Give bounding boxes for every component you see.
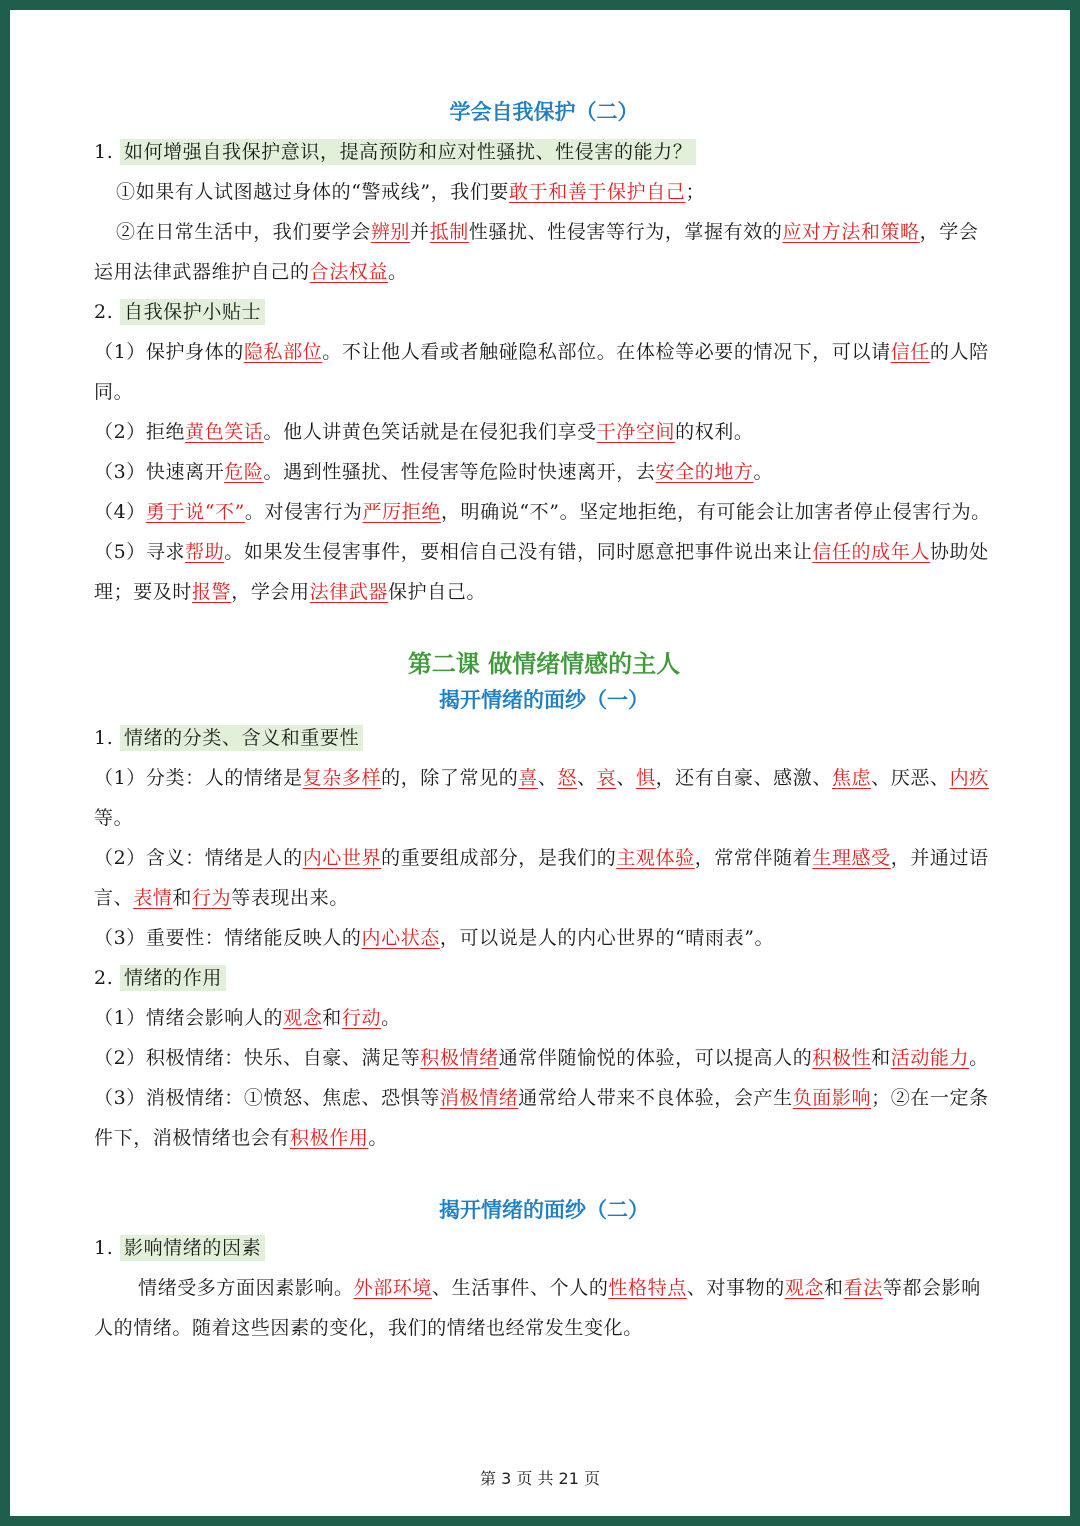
keyword: 焦虑	[831, 767, 872, 789]
keyword: 敢于和善于保护自己	[509, 181, 686, 203]
text-segment: 和	[871, 1047, 891, 1069]
keyword: 黄色笑话	[185, 421, 264, 443]
keyword: 怒	[557, 767, 578, 789]
text-segment: 。	[381, 1007, 401, 1029]
text-segment: 。对侵害行为	[244, 501, 363, 523]
text-segment: 的人陪同。	[94, 341, 989, 403]
tip-item	[94, 412, 994, 452]
keyword: 应对方法和策略	[782, 221, 920, 243]
text-segment: ，还有自豪、感激、	[655, 767, 832, 789]
question-highlight: 自我保护小贴士	[120, 299, 265, 325]
page-footer: 第 3 页 共 21 页	[480, 1469, 600, 1488]
keyword: 严厉拒绝	[362, 501, 441, 523]
text-segment: 保护自己。	[388, 581, 487, 603]
list-item	[94, 1078, 994, 1158]
text-segment: （1）分类：人的情绪是	[94, 767, 303, 789]
keyword: 观念	[784, 1277, 825, 1299]
keyword: 法律武器	[309, 581, 389, 603]
question-highlight: 如何增强自我保护意识，提高预防和应对性骚扰、性侵害的能力？	[120, 139, 696, 165]
text-segment: 。	[388, 261, 408, 283]
keyword: 外部环境	[353, 1277, 433, 1299]
text-segment: 、	[616, 767, 636, 789]
text-segment: 、对事物的	[686, 1277, 785, 1299]
text-segment: ，学会运用法律武器维护自己的	[94, 221, 979, 283]
document-content	[94, 94, 994, 1348]
question-highlight: 影响情绪的因素	[120, 1235, 265, 1261]
keyword: 内心状态	[361, 927, 440, 949]
list-item	[94, 918, 994, 958]
list-item	[94, 838, 994, 918]
keyword: 勇于说“不”	[145, 501, 245, 523]
keyword: 内疚	[949, 767, 989, 789]
text-segment: 性骚扰、性侵害等行为，掌握有效的	[468, 221, 783, 243]
text-segment: 、	[537, 767, 558, 789]
keyword: 报警	[192, 581, 232, 603]
text-segment: （5）寻求	[94, 541, 186, 563]
text-segment: 。	[753, 461, 774, 483]
text-segment: 情绪受多方面因素影响。	[138, 1277, 354, 1299]
text-segment: 的，除了常见的	[381, 767, 519, 789]
text-segment: ，常常伴随着	[694, 847, 813, 869]
text-segment: （2）积极情绪：快乐、自豪、满足等	[94, 1047, 421, 1069]
text-segment: （3）快速离开	[94, 461, 225, 483]
keyword: 复杂多样	[302, 767, 382, 789]
text-segment: 通常伴随愉悦的体验，可以提高人的	[498, 1047, 813, 1069]
text-segment: （4）	[94, 501, 146, 523]
text-segment: （1）情绪会影响人的	[94, 1007, 284, 1029]
text-segment: 、厌恶、	[871, 767, 950, 789]
question-heading-2	[94, 958, 994, 998]
question-heading-2	[94, 292, 994, 332]
paragraph	[94, 212, 994, 292]
lesson-title: 第二课 做情绪情感的主人	[407, 650, 681, 678]
question-number: 2.	[94, 301, 114, 323]
keyword: 干净空间	[596, 421, 676, 443]
text-segment: 和	[322, 1007, 342, 1029]
question-number: 2.	[94, 967, 114, 989]
text-segment: （2）含义：情绪是人的	[94, 847, 303, 869]
text-segment: （2）拒绝	[94, 421, 186, 443]
keyword: 信任的成年人	[812, 541, 930, 563]
keyword: 观念	[283, 1007, 323, 1029]
keyword: 性格特点	[608, 1277, 687, 1299]
keyword: 行为	[192, 887, 232, 909]
keyword: 帮助	[185, 541, 225, 563]
tip-item	[94, 492, 994, 532]
keyword: 辨别	[370, 221, 411, 243]
text-segment: 、	[577, 767, 597, 789]
text-segment: ；②在一定条件下，消极情绪也会有	[94, 1087, 989, 1149]
keyword: 合法权益	[309, 261, 389, 283]
text-segment: 。	[969, 1047, 989, 1069]
text-segment: 等都会影响人的情绪。随着这些因素的变化，我们的情绪也经常发生变化。	[94, 1277, 981, 1339]
keyword: 消极情绪	[439, 1087, 519, 1109]
question-number: 1.	[94, 1237, 114, 1259]
section-title-emotion-veil-1: 揭开情绪的面纱（一）	[439, 688, 649, 712]
question-highlight: 情绪的作用	[120, 965, 226, 991]
text-segment: ①如果有人试图越过身体的“警戒线”，我们要	[116, 181, 510, 203]
keyword: 内心世界	[302, 847, 382, 869]
keyword: 哀	[596, 767, 617, 789]
text-segment: （1）保护身体的	[94, 341, 244, 363]
text-segment: 。如果发生侵害事件，要相信自己没有错，同时愿意把事件说出来让	[224, 541, 813, 563]
keyword: 安全的地方	[655, 461, 754, 483]
text-segment: 和	[172, 887, 193, 909]
text-segment: ；	[685, 181, 706, 203]
keyword: 隐私部位	[243, 341, 323, 363]
text-segment: 协助处理；要及时	[94, 541, 989, 603]
keyword: 积极情绪	[420, 1047, 499, 1069]
question-number: 1.	[94, 727, 114, 749]
question-heading-1	[94, 1228, 994, 1268]
tip-item	[94, 332, 994, 412]
text-segment: ，学会用	[231, 581, 310, 603]
list-item	[94, 998, 994, 1038]
document-page	[10, 10, 1070, 1516]
text-segment: 的权利。	[675, 421, 754, 443]
question-heading-1	[94, 132, 994, 172]
keyword: 主观体验	[616, 847, 695, 869]
tip-item	[94, 452, 994, 492]
list-item	[94, 1038, 994, 1078]
text-segment: 并	[410, 221, 430, 243]
text-segment: 。不让他人看或者触碰隐私部位。在体检等必要的情况下，可以请	[322, 341, 891, 363]
keyword: 看法	[843, 1277, 883, 1299]
text-segment: 等。	[94, 807, 134, 829]
question-number: 1.	[94, 141, 114, 163]
keyword: 信任	[890, 341, 930, 363]
keyword: 惧	[635, 767, 656, 789]
keyword: 负面影响	[792, 1087, 872, 1109]
text-segment: （3）重要性：情绪能反映人的	[94, 927, 362, 949]
text-segment: 。遇到性骚扰、性侵害等危险时快速离开，去	[263, 461, 656, 483]
text-segment: 。他人讲黄色笑话就是在侵犯我们享受	[263, 421, 597, 443]
paragraph	[94, 172, 994, 212]
text-segment: （3）消极情绪：①愤怒、焦虑、恐惧等	[94, 1087, 440, 1109]
question-highlight: 情绪的分类、含义和重要性	[120, 725, 363, 751]
section-title-self-protection-2: 学会自我保护（二）	[449, 100, 639, 124]
list-item	[94, 758, 994, 838]
keyword: 活动能力	[890, 1047, 970, 1069]
text-segment: ，可以说是人的内心世界的“晴雨表”。	[439, 927, 775, 949]
question-heading-1	[94, 718, 994, 758]
keyword: 表情	[133, 887, 173, 909]
keyword: 喜	[518, 767, 538, 789]
keyword: 生理感受	[812, 847, 891, 869]
text-segment: ，明确说“不”。坚定地拒绝，有可能会让加害者停止侵害行为。	[440, 501, 991, 523]
text-segment: 。	[368, 1127, 389, 1149]
text-segment: 等表现出来。	[231, 887, 349, 909]
text-segment: ，并通过语言、	[94, 847, 989, 909]
section-title-emotion-veil-2: 揭开情绪的面纱（二）	[439, 1198, 649, 1222]
keyword: 积极性	[812, 1047, 872, 1069]
paragraph	[94, 1268, 994, 1348]
text-segment: 和	[824, 1277, 844, 1299]
keyword: 抵制	[429, 221, 469, 243]
text-segment: 通常给人带来不良体验，会产生	[518, 1087, 793, 1109]
text-segment: 、生活事件、个人的	[432, 1277, 609, 1299]
tip-item	[94, 532, 994, 612]
keyword: 行动	[341, 1007, 382, 1029]
keyword: 积极作用	[290, 1127, 369, 1149]
text-segment: 的重要组成部分，是我们的	[381, 847, 617, 869]
text-segment: ②在日常生活中，我们要学会	[116, 221, 371, 243]
keyword: 危险	[224, 461, 264, 483]
